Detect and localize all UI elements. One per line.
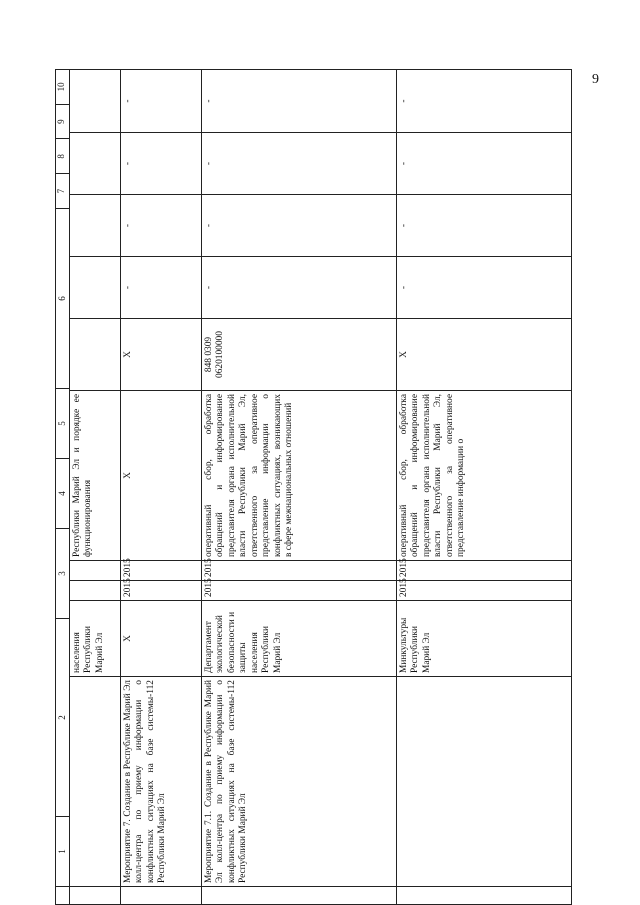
- page-number: 9: [592, 72, 599, 87]
- row-3-col-2: Департамент экологической безопасности и защиты населения Республики Марий Эл: [201, 601, 396, 677]
- row-3-col-8: -: [201, 195, 396, 257]
- row-4-col-9: -: [396, 133, 571, 195]
- header-row: [56, 70, 70, 905]
- rotated-table-wrapper: [55, 70, 625, 905]
- row-2-col-5: X: [120, 391, 201, 561]
- row-1-col-5: Республики Марий Эл и порядке ее функционирования: [69, 391, 120, 561]
- row-1-col-7: [69, 257, 120, 319]
- program-table-body: [69, 69, 572, 905]
- row-4-col-4: 2015: [396, 561, 571, 581]
- row-2-col-4: 2015: [120, 561, 201, 581]
- row-4-col-1: [396, 677, 571, 887]
- table-row: [396, 70, 571, 905]
- program-table: [55, 69, 70, 905]
- row-2-col-10: -: [120, 70, 201, 133]
- row-4-col-7: -: [396, 257, 571, 319]
- row-3-col-4: 2015: [201, 561, 396, 581]
- row-2-col-2: X: [120, 601, 201, 677]
- row-2-col-6: X: [120, 319, 201, 391]
- header-cell: 8: [56, 139, 69, 174]
- row-4-col-2: Минкультуры Республики Марий Эл: [396, 601, 571, 677]
- row-4-col-5: оперативный сбор, обработка обращений и информирование представителя органа исполнительной власти Республики Марий Эл, ответственного за оперативное представление информации о: [396, 391, 571, 561]
- header-cell: [56, 70, 70, 209]
- row-4-col-3: 2015: [396, 581, 571, 601]
- row-3-col-6: 848 0309 0620100000: [201, 319, 396, 391]
- header-cell: 7: [56, 173, 69, 208]
- header-cell: 10: [56, 82, 66, 92]
- row-3-col-1: Мероприятие 7.1. Создание в Республике Марий Эл колл-центра по приему информации о конфликтных ситуациях на базе системы-112 Республики Марий Эл: [201, 677, 396, 887]
- row-1-col-10: [69, 70, 120, 133]
- row-3-col-7: -: [201, 257, 396, 319]
- row-1-col-8: [69, 195, 120, 257]
- header-cell: 4: [56, 459, 70, 529]
- header-cell: 3: [56, 529, 70, 619]
- header-cell: 2: [56, 619, 70, 817]
- row-3-col-3: 2015: [201, 581, 396, 601]
- row-2-col-1: Мероприятие 7. Создание в Республике Марий Эл колл-центра по приему информации о конфликтных ситуациях на базе системы-112 Республики Марий Эл: [120, 677, 201, 887]
- row-4-col-10: -: [396, 70, 571, 133]
- row-1-col-4: [69, 561, 120, 581]
- header-cell: 9: [56, 104, 69, 139]
- header-cell: 6: [56, 209, 70, 389]
- row-1-col-6: [69, 319, 120, 391]
- row-1-col-1: [69, 677, 120, 887]
- row-4-col-8: -: [396, 195, 571, 257]
- row-2-col-9: -: [120, 133, 201, 195]
- header-cell: 5: [56, 389, 70, 459]
- table-row: [201, 70, 396, 905]
- row-1-col-2: населения Республики Марий Эл: [69, 601, 120, 677]
- header-cell: 1: [56, 817, 70, 887]
- row-3-col-5: оперативный сбор, обработка обращений и информирование представителя органа исполнительной власти Республики Марий Эл, ответственного за оперативное представление информации о конфликтных ситуациях, возникающих в сфере межнациональных отношений: [201, 391, 396, 561]
- row-4-col-6: X: [396, 319, 571, 391]
- row-2-col-7: -: [120, 257, 201, 319]
- row-2-col-3: 2015: [120, 581, 201, 601]
- row-3-col-10: -: [201, 70, 396, 133]
- row-3-col-9: -: [201, 133, 396, 195]
- table-row: [69, 70, 120, 905]
- table-row: [120, 70, 201, 905]
- row-1-col-3: [69, 581, 120, 601]
- row-1-col-9: [69, 133, 120, 195]
- row-2-col-8: -: [120, 195, 201, 257]
